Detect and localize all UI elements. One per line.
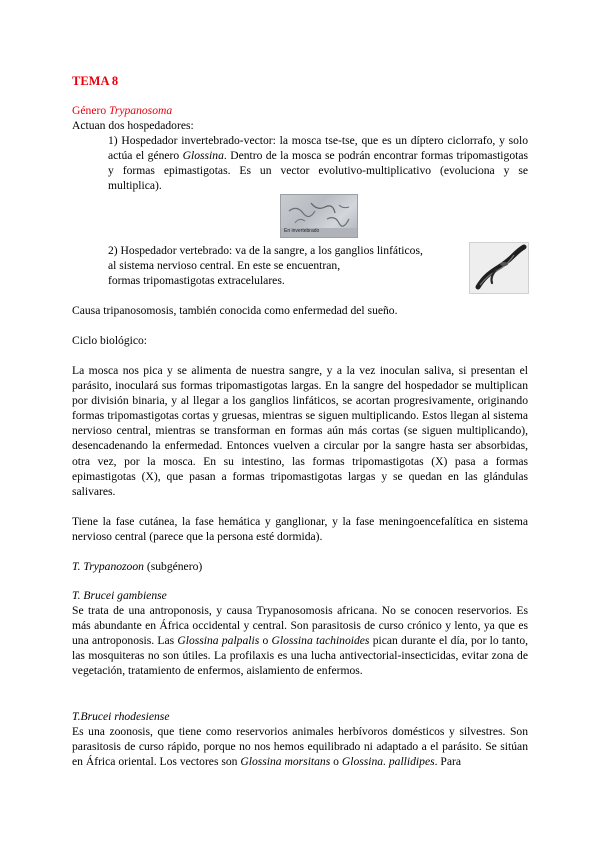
phases-paragraph: Tiene la fase cutánea, la fase hemática y ganglionar, y la fase meningoencefalítica en sistema nervioso central (parece que la persona esté dormida). bbox=[72, 515, 528, 544]
host2-line-2: al sistema nervioso central. En este se encuentran, bbox=[108, 259, 341, 272]
genus-prefix: Género bbox=[72, 104, 110, 117]
rhodesiense-text-c: o bbox=[330, 755, 342, 769]
trypanosome-sem-image bbox=[470, 243, 528, 293]
host2-line-3: formas tripomastigotas extracelulares. bbox=[108, 274, 285, 287]
rhodesiense-text-e: . Para bbox=[434, 755, 462, 769]
species-glossina-morsitans: Glossina morsitans bbox=[240, 755, 331, 769]
host2-line-1: 2) Hospedador vertebrado: va de la sangre, a los ganglios linfáticos, bbox=[108, 244, 423, 257]
host1-genus-glossina: Glossina bbox=[182, 149, 224, 163]
micrograph-invertebrate bbox=[280, 194, 358, 238]
micrograph-vertebrate bbox=[469, 242, 529, 294]
host1-paragraph bbox=[108, 133, 528, 193]
subgenus-name: T. Trypanozoon bbox=[72, 560, 144, 573]
genus-name: Trypanosoma bbox=[109, 104, 173, 117]
cycle-paragraph: La mosca nos pica y se alimenta de nuestra sangre, y a la vez inoculan saliva, si presentan el parásito, inoculará sus formas tripomastigotas largas. En la sangre del hospedador se multiplican por división binaria, y al llegar a los ganglios linfáticos, se acortan progresivamente, originando formas tripomastigotas cortas y gruesas, mientras se siguen multiplicando. Estos llegan al sistema nervioso central, mientras se transforman en formas aún más cortas (se siguen multiplicando), desencadenando la enfermedad. Entonces vuelven a circular por la sangre hasta ser absorbidas, otra vez, por la mosca. En su intestino, las formas tripomastigotas (X) pasa a formas epimastigotas (X), que pasan a formas tripomastigotas largas y se quedan en las glándulas salivares. bbox=[72, 364, 528, 498]
host1-text-a: 1) Hospedador invertebrado-vector: la mosca tse-tse, que es un díptero ciclorrafo, y solo actúa el género bbox=[108, 134, 528, 163]
page-title: TEMA 8 bbox=[72, 74, 119, 88]
gambiense-paragraph bbox=[72, 603, 528, 678]
gambiense-text-a: Se trata de una antroponosis, y causa Trypanosomosis africana. No se conocen reservorios. Es más abundante en África occidental y central. Son parasitosis de curso crónico y lento, ya que es una antroponosis. Las bbox=[72, 604, 528, 648]
cause-text: Causa tripanosomosis, también conocida como enfermedad del sueño. bbox=[72, 304, 398, 317]
cycle-heading: Ciclo biológico: bbox=[72, 334, 148, 347]
species-glossina-palpalis: Glossina palpalis bbox=[177, 634, 260, 648]
gambiense-heading: T. Brucei gambiense bbox=[72, 589, 167, 602]
gambiense-text-e: pican durante el día, por lo tanto, las mosquiteras no son útiles. La profilaxis es una lucha antivectorial-insecticidas, evitar zona de vegetación, tratamiento de enfermos, aislamiento de enfermos. bbox=[72, 634, 529, 678]
subgenus-heading bbox=[72, 559, 202, 574]
species-glossina-tachinoides: Glossina tachinoides bbox=[271, 634, 370, 648]
rhodesiense-paragraph bbox=[72, 724, 528, 769]
gambiense-text-c: o bbox=[259, 634, 272, 648]
hosts-intro: Actuan dos hospedadores: bbox=[72, 119, 194, 132]
micrograph-caption: En invertebrado bbox=[284, 228, 320, 234]
rhodesiense-text-a: Es una zoonosis, que tiene como reservorios animales herbívoros domésticos y silvestres. Son parasitosis de curso rápido, porque no nos hemos equilibrado ni adaptado a el parásito. Se sitúan en África oriental. Los vectores son bbox=[72, 725, 528, 769]
species-glossina-pallidipes: Glossina. pallidipes bbox=[341, 755, 435, 769]
rhodesiense-heading: T.Brucei rhodesiense bbox=[72, 710, 170, 723]
subgenus-suffix: (subgénero) bbox=[143, 560, 203, 573]
genus-heading bbox=[72, 103, 172, 118]
host1-text-c: . Dentro de la mosca se podrán encontrar formas tripomastigotas y formas epimastigotas. Es un vector evolutivo-multiplicativo (evoluciona y se multiplica). bbox=[108, 149, 528, 193]
